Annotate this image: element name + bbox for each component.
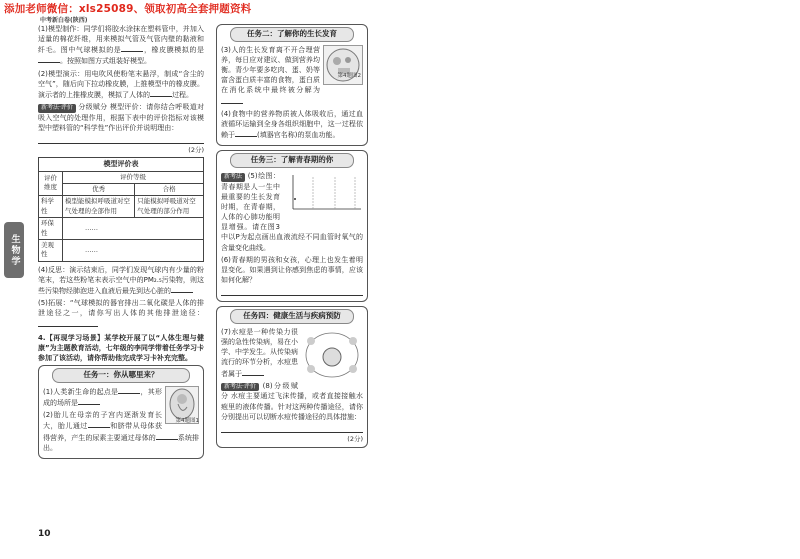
score-note: (2分) [347,434,363,443]
answer-blank[interactable] [242,368,264,376]
right-column [216,24,368,452]
table-header-level: 评价等级 [63,171,204,183]
task-one-title: 任务一：你从哪里来？ [52,368,189,383]
answer-line[interactable] [221,287,363,296]
task-one-q1: (1)人类新生命的起点是 ，其形成的场所是 [43,388,163,408]
new-format-tag: 新考法 [221,173,245,182]
task-four-q7: (7)水痘是一种传染力很强的急性传染病，易在小学、中学发生。从传染病流行的环节分析，水痘患者属于 [221,327,298,378]
task-one-q2: (2)胎儿在母亲的子宫内逐渐发育长大，胎儿通过 和脐带从母体获得营养，产生的尿素主要通过母体的 系统排出。 [43,411,200,452]
oxygen-graph [283,171,363,223]
task-three-q6: (6)青春期的男孩和女孩，心理上也发生着明显变化。如果遇到让你感到焦虑的事情，应该如何化解？ [221,255,363,284]
chickenpox-figure [301,327,363,385]
page-header: 中考新白卷(陕西) [40,17,88,24]
figure-caption: 第4题图2 [337,73,361,79]
table-row: 美观性 …… [39,240,204,262]
answer-blank[interactable] [235,129,257,137]
oxygen-graph-figure [283,171,363,223]
new-format-tag: 新考法·评价 [221,383,259,392]
table-row: 环保性 …… [39,218,204,240]
score-note: (2分) [188,145,204,154]
answer-blank[interactable] [221,96,243,104]
answer-blank[interactable] [38,319,98,327]
question-2: (2)模型演示：用电吹风使粉笔末悬浮，制成“含尘的空气”，随后向下拉动橡皮膜，上推模型中的橡皮膜。演示者的上推橡皮膜，模拟了人体的 过程。 [38,69,204,99]
table-title: 模型评价表 [38,157,204,170]
table-header-good: 优秀 [63,183,135,195]
task-one-box [38,365,204,459]
subject-side-tab: 生物学 [4,222,24,278]
table-header-pass: 合格 [135,183,204,195]
task-four-q8: 新考法·评价 (8)分级赋分 水痘主要通过飞沫传播，或者直接接触水疱里的液体传播。针对这两种传播途径，请你分别提出可以切断水痘传播途径的具体措施： [221,381,363,421]
task-two-q3: (3)人的生长发育离不开合理营养，每日应对建议、做到营养均衡。青少年要多吃肉、蛋、奶等富含蛋白质丰富的食物，蛋白质在消化系统中最终被分解为 [221,45,363,107]
question-4: (4)反思：演示结束后，同学们发现气球内有少量的粉笔末，若这些粉笔末表示空气中的PM₂.₅污染物，则这些污染物经肺泡进入血液后最先到达心脏的 [38,265,204,296]
answer-line[interactable] [221,424,363,433]
figure-caption: 第4题图1 [175,418,199,425]
question-1: (1)模型制作：同学们将胶水涂抹在塑料管中，并加入适量的棉花纤维，用来模拟气管及气管内壁的黏液和纤毛。图中气球模拟的是 ，橡皮膜模拟的是。按照如图方式组装好模型。 [38,25,205,66]
new-format-tag: 新考法·评价 [38,104,76,113]
answer-blank[interactable] [118,386,140,394]
task-four-title: 任务四：健康生活与疾病预防 [230,309,355,324]
table-row: 科学性 模型能模拟呼吸道对空气处理的全部作用 只能模拟呼吸道对空气处理的部分作用 [39,196,204,218]
task-three-title: 任务三：了解青春期的你 [230,153,355,168]
answer-blank[interactable] [38,55,60,63]
task-four-box [216,306,368,448]
answer-blank[interactable] [156,432,178,440]
question-5: (5)拓展：“气球模拟的器官排出二氧化碳是人体的排泄途径之一，请你写出人体的其他排泄途径： [38,298,204,329]
page-number: 10 [38,529,51,539]
answer-blank[interactable] [150,89,172,97]
answer-blank[interactable] [121,44,143,52]
transmission-cycle-icon [301,327,363,385]
table-header-metric: 评价维度 [39,171,63,196]
task-three-q5: 新考法 (5)绘图：青春期是人一生中最重要的生长发育时期，在青春期，人体的心肺功能明显增强。请在图3中以P为起点画出血液流经不同血管时氧气的含量变化曲线。 [221,172,363,252]
watermark: 添加老师微信：xls25089、领取初高全套押题资料 [4,3,252,15]
task-two-q4: (4)食物中的营养物质被人体吸收后，通过血液循环运输到全身各组织细胞中，这一过程依赖于 (填器官名称)的泵血功能。 [221,109,363,139]
answer-blank[interactable] [88,420,110,428]
task-three-box [216,150,368,302]
evaluation-table [38,171,204,262]
question-3: 新考法·评价 分级赋分 模型评价：请你结合呼吸道对吸入空气的处理作用，根据下表中的评价指标对该模型中塑料管的“科学性”作出评价并说明理由： [38,102,204,132]
question-4-intro: 4.【再现学习场景】某学校开展了以“人体生理与健康”为主题教育活动，七年级的李同学带着任务学习卡参加了该活动，请你帮助他完成学习卡补充完整。 [38,333,204,363]
task-two-title: 任务二：了解你的生长发育 [230,27,355,42]
embryo-icon [167,387,197,421]
task-two-box [216,24,368,146]
answer-blank[interactable] [171,285,193,293]
answer-blank[interactable] [78,397,100,405]
left-column [38,24,204,463]
answer-line[interactable] [38,135,204,144]
